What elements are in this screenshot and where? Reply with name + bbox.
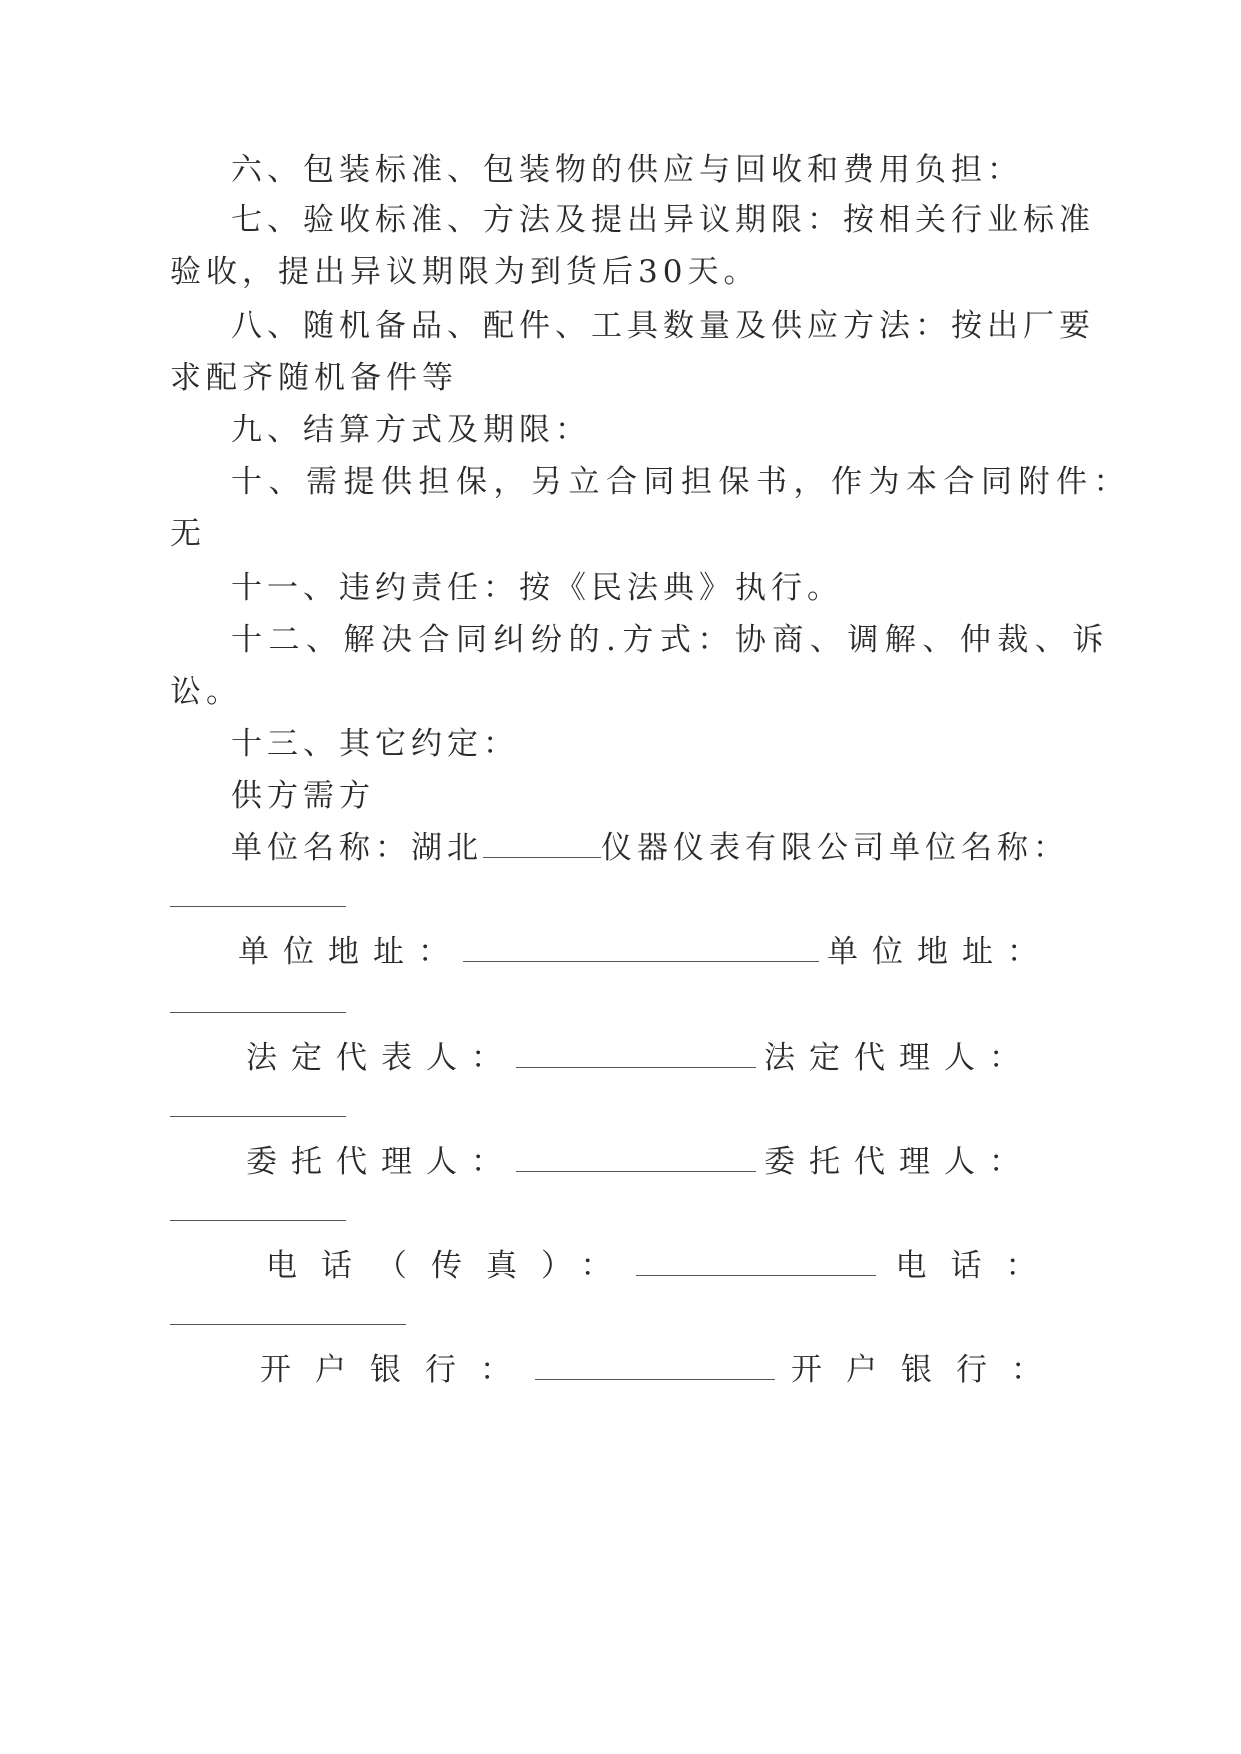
bank-row [260, 1350, 1066, 1390]
entrusted-agent-label-2: 委托代理人： [764, 1144, 1034, 1180]
clause-13: 十三、其它约定： [231, 726, 519, 762]
unit-name-row [231, 828, 1069, 868]
entrusted-agent-blank [516, 1149, 756, 1172]
clause-10-line-1: 十、需提供担保，另立合同担保书，作为本合同附件： [231, 464, 1131, 500]
legal-rep-label: 法定代表人： [246, 1040, 516, 1076]
unit-address-row [238, 932, 1052, 972]
unit-address-label: 单位地址： [238, 934, 463, 970]
phone-fax-label: 电话（传真）： [266, 1248, 636, 1284]
bank-label-2: 开户银行： [791, 1352, 1066, 1388]
clause-12-line-1: 十二、解决合同纠纷的.方式：协商、调解、仲裁、诉 [231, 622, 1110, 658]
bank-label: 开户银行： [260, 1352, 535, 1388]
unit-name-blank [483, 835, 601, 858]
unit-address-fill-line [170, 1012, 346, 1013]
legal-rep-row [246, 1038, 1034, 1078]
legal-rep-blank [516, 1045, 756, 1068]
unit-name-fill-line [170, 906, 346, 907]
clause-7-line-2: 验收，提出异议期限为到货后30天。 [170, 254, 760, 290]
legal-rep-fill-line [170, 1116, 346, 1117]
clause-7-line-1: 七、验收标准、方法及提出异议期限：按相关行业标准 [231, 202, 1095, 238]
phone-fax-blank [636, 1253, 876, 1276]
entrusted-agent-row [246, 1142, 1034, 1182]
unit-name-suffix: 仪器仪表有限公司单位名称： [601, 830, 1069, 866]
clause-10-line-2: 无 [170, 516, 206, 552]
clause-9: 九、结算方式及期限： [231, 412, 591, 448]
entrusted-agent-fill-line [170, 1220, 346, 1221]
parties-heading: 供方需方 [231, 778, 375, 814]
phone-label: 电话： [895, 1248, 1061, 1284]
phone-fill-line [170, 1324, 406, 1325]
unit-address-label-2: 单位地址： [827, 934, 1052, 970]
clause-8-line-2: 求配齐随机备件等 [170, 360, 458, 396]
clause-12-line-2: 讼。 [170, 674, 242, 710]
bank-blank [535, 1357, 775, 1380]
unit-name-label: 单位名称：湖北 [231, 830, 483, 866]
phone-row [266, 1246, 1061, 1286]
entrusted-agent-label: 委托代理人： [246, 1144, 516, 1180]
legal-agent-label: 法定代理人： [764, 1040, 1034, 1076]
clause-6: 六、包装标准、包装物的供应与回收和费用负担： [231, 152, 1023, 188]
clause-8-line-1: 八、随机备品、配件、工具数量及供应方法：按出厂要 [231, 308, 1095, 344]
unit-address-blank [463, 939, 819, 962]
clause-11: 十一、违约责任：按《民法典》执行。 [231, 570, 843, 606]
